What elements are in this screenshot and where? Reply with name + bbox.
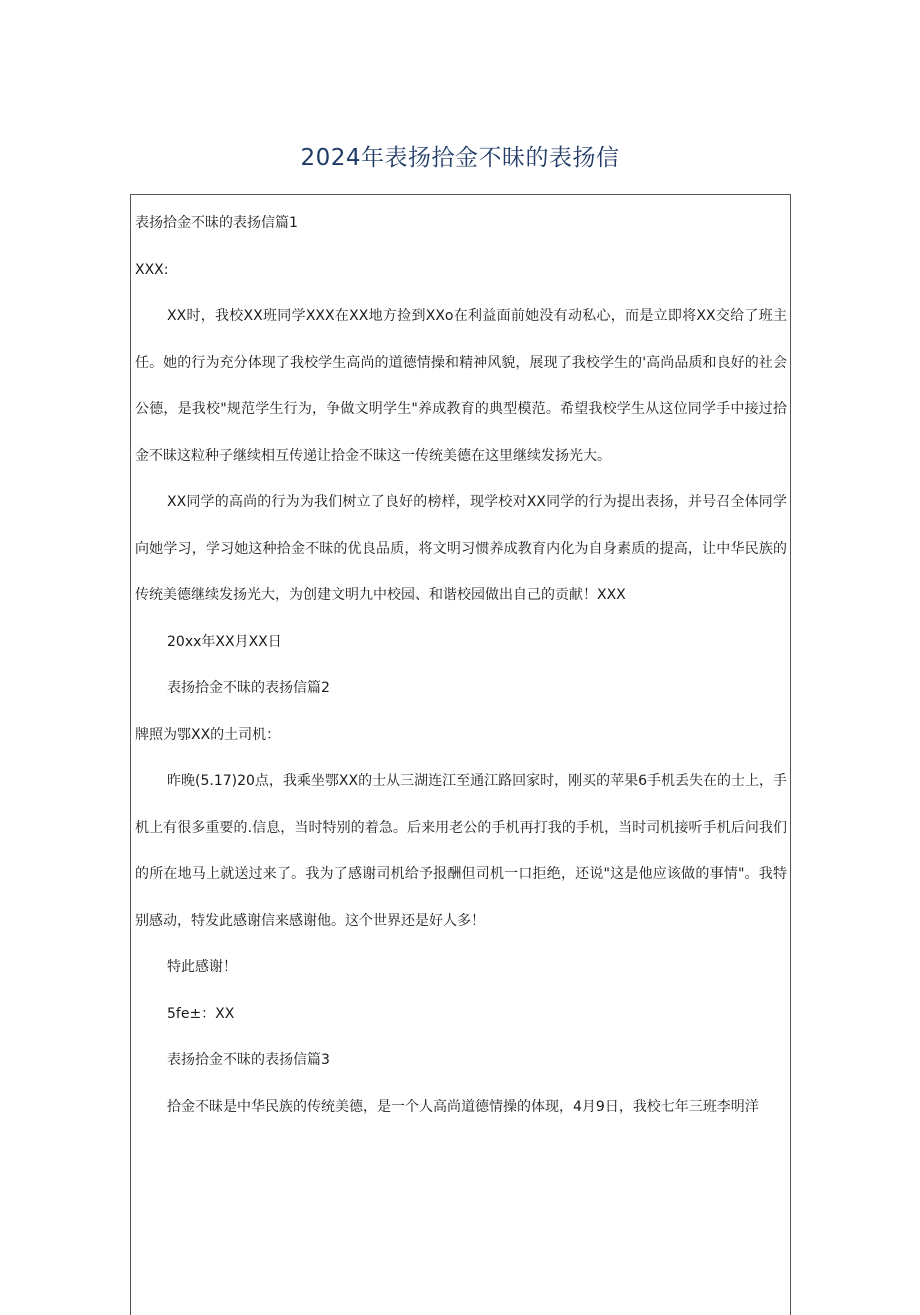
letter2-salutation: 牌照为鄂XX的土司机： <box>135 726 281 743</box>
letter1-paragraph-2: XX同学的高尚的行为为我们树立了良好的榜样，现学校对XX同学的行为提出表扬，并号召全体同学向她学习，学习她这种拾金不昧的优良品质，将文明习惯养成教育内化为自身素质的提高，让中华民族的传统美德继续发扬光大，为创建文明九中校园、和谐校园做出自己的贡献！XXX <box>135 494 787 603</box>
document-title: 2024年表扬拾金不昧的表扬信 <box>300 145 620 171</box>
document-body <box>135 200 787 1130</box>
letter2-paragraph-1: 昨晚(5.17)20点，我乘坐鄂XX的士从三湖连江至通江路回家时，刚买的苹果6手机丢失在的士上，手机上有很多重要的.信息，当时特别的着急。后来用老公的手机再打我的手机，当时司机接听手机后问我们的所在地马上就送过来了。我为了感谢司机给予报酬但司机一口拒绝，还说"这是他应该做的事情"。我特别感动，特发此感谢信来感谢他。这个世界还是好人多！ <box>135 773 787 929</box>
letter1-date: 20xx年XX月XX日 <box>167 633 282 650</box>
letter3-heading: 表扬拾金不昧的表扬信篇3 <box>167 1052 330 1068</box>
letter2-heading: 表扬拾金不昧的表扬信篇2 <box>167 680 330 696</box>
letter2-signature: 5fe±：XX <box>167 1005 235 1022</box>
letter1-heading: 表扬拾金不昧的表扬信篇1 <box>135 215 298 231</box>
letter1-paragraph-1: XX时，我校XX班同学XXX在XX地方捡到XXo在利益面前她没有动私心，而是立即将XX交给了班主任。她的行为充分体现了我校学生高尚的道德情操和精神风貌，展现了我校学生的'高尚品质和良好的社会公德，是我校"规范学生行为，争做文明学生"养成教育的典型模范。希望我校学生从这位同学手中接过拾金不昧这粒种子继续相互传递让拾金不昧这一传统美德在这里继续发扬光大。 <box>135 308 787 464</box>
letter2-thanks: 特此感谢！ <box>167 959 237 975</box>
letter1-salutation: XXX: <box>135 261 169 278</box>
letter3-paragraph-1: 拾金不昧是中华民族的传统美德，是一个人高尚道德情操的体现，4月9日，我校七年三班李明洋 <box>167 1098 759 1115</box>
